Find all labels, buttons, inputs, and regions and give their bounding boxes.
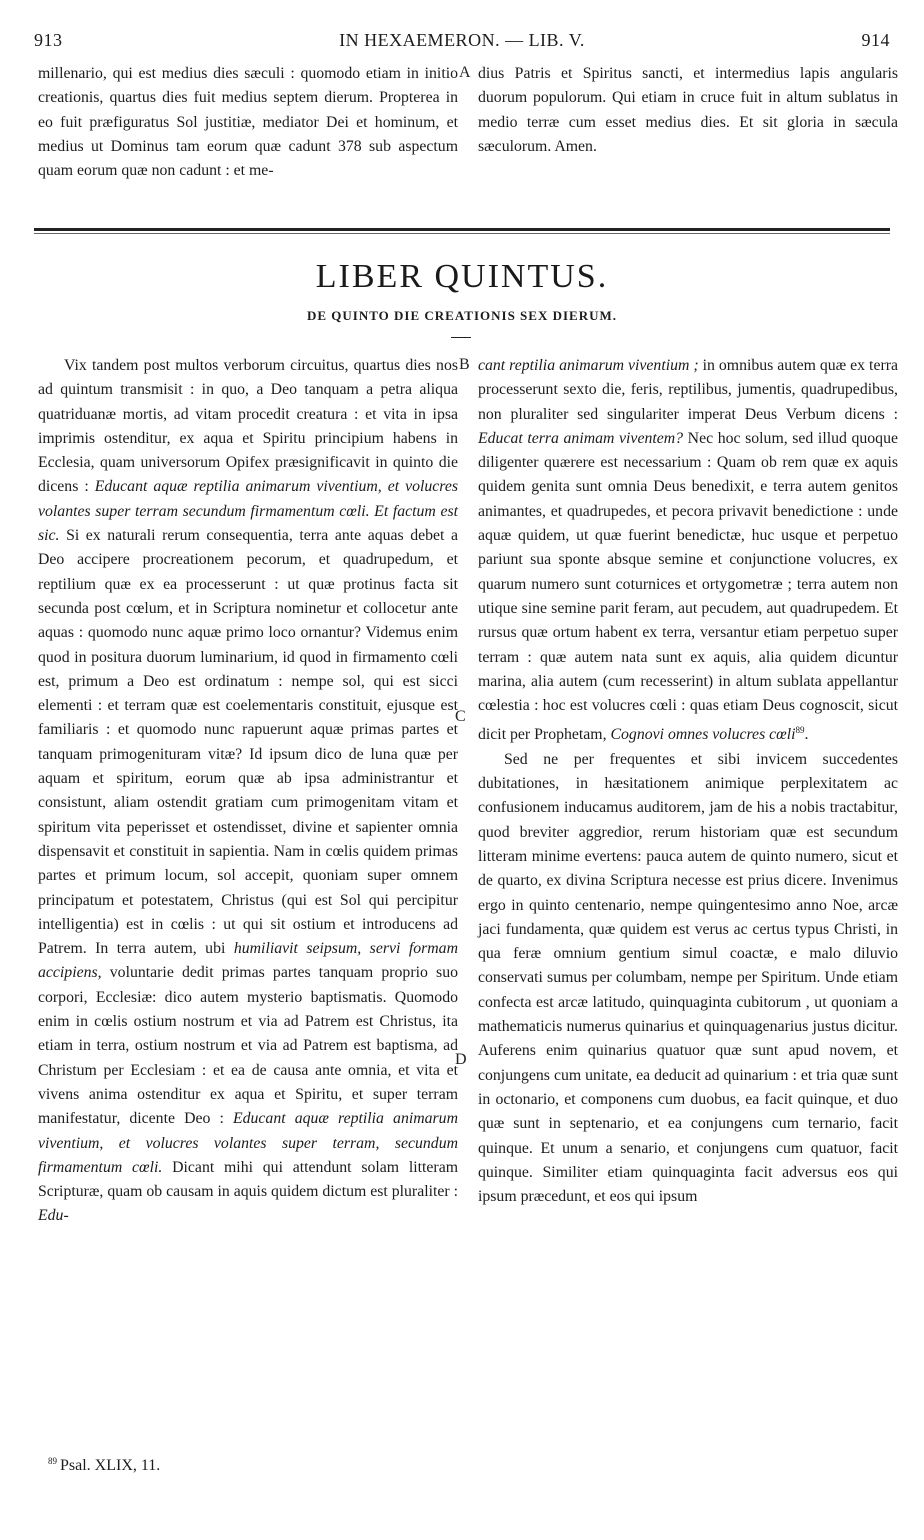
margin-marker-b: B (459, 356, 470, 373)
left-text-3: voluntarie dedit primas partes tanquam proprio suo corpori, Ecclesiæ: dico autem mysterio baptismatis. Quomodo enim in cœlis ostium nostrum et via ad Patrem est Christus, ita etiam in terra, ostium nostrum et via ad Patrem est baptisma, ad Christum per Ecclesiam : et ea de causa ante omnia, et vita et vivens anima ostenditur ex aqua et Spiritu, et super terram manifestatur, dicente Deo : (38, 964, 458, 1128)
footnote-number: 89 (48, 1456, 57, 1466)
running-title: IN HEXAEMERON. — LIB. V. (339, 30, 585, 50)
left-text-4: Dicant mihi qui attendunt solam litteram Scripturæ, quam ob causam in aquis quidem dictum est pluraliter : (38, 1158, 458, 1201)
page-number-left: 913 (34, 30, 63, 50)
top-right-column (478, 62, 898, 159)
margin-marker-a: A (459, 64, 471, 81)
top-left-column (38, 62, 458, 183)
right-scripture-3: Cognovi omnes volucres cœli (610, 726, 796, 744)
left-scripture-3: Educant aquæ reptilia animarum viventium, et volucres volantes super terram, secundum firmamentum cœli. (38, 1110, 458, 1176)
left-paragraph (38, 354, 458, 1229)
book-subtitle: DE QUINTO DIE CREATIONIS SEX DIERUM. (306, 308, 617, 323)
footnote-reference: 89 (795, 725, 805, 736)
main-left-column (38, 354, 458, 1229)
right-text-2: Nec hoc solum, sed illud quoque diligenter quærere est necessarium : Quam ob rem quæ ex aquis quidem genita sunt omnia Deus benedixit, e terra autem genitos animantes, et quadrupedes, et pecora privavit benedictione : unde aquæ quidem, ut quæ fuerint benedictæ, huc usque et perpetuo pariunt sua sponte absque semine et conjunctione volucres, ex quarum numero sunt coturnices et ortygometræ ; terra autem non utique sine semine parit feram, aut pecudem, aut quadrupedem. Et rursus quæ ortum habent ex terra, versantur etiam perpetuo super terram : quæ autem nata sunt ex aquis, alia quidem dicuntur marina, alia autem (cum recesserint) in altum sublata appellantur cœlestia : hoc est volucres cœli : quas etiam Deus cognoscit, sicut dicit per Prophetam, (478, 429, 898, 744)
left-scripture-1: Educant aquæ reptilia animarum viventium, et volucres volantes super terram secundum firmamentum cœli. Et factum est sic. (38, 478, 458, 545)
main-right-column (478, 354, 898, 1209)
right-paragraph-2: Sed ne per frequentes et sibi invicem succedentes dubitationes, in hæsitationem animique perplexitatem ac confusionem inducamus auditorem, jam de his a nobis tractabitur, quod breviter aggredior, rerum historiam quæ est secundum litteram minime evertens: pauca autem de quinto numero, sicut et de quarto, ex divina Scriptura necesse est prius dicere. Invenimus ergo in quinto centenario, nempe quingentesimo anno Noe, arcæ jaci fundamenta, quæ quidem est verus ac certus typus Christi, in qua feræ omnium gentium simul coactæ, e malo diluvio conservati sumus per columbam, nempe per Spiritum. Unde etiam confecta est arcæ latitudo, quinquaginta cubitorum , ut quoniam a mathematicis numerus quinarius et quinquagenarius justus dicitur. Auferens enim quinarius quatuor quæ sunt apud novem, et conjungens cum unitate, ea deducit ad quinarium : et tria quæ sunt in octonario, et componens cum duobus, ea facit quinque, et duo quæ sunt in septenario, et ea conjungens cum ternario, facit quinque. Et unum a senario, et conjungens cum quatuor, facit quinque. Similiter etiam quinquaginta facit adversus eos qui ipsum præcedunt, et eos qui ipsum (478, 750, 898, 1206)
right-paragraph-1 (478, 354, 898, 748)
margin-marker-c: C (455, 708, 466, 725)
right-text-3: . (804, 726, 809, 744)
margin-marker-d: D (455, 1051, 467, 1068)
footnote (48, 1456, 160, 1475)
running-head (34, 30, 890, 56)
left-text-2: Si ex naturali rerum consequentia, terra ante aquas debet a Deo accipere procreationem pecorum, et quadrupedum, et reptilium quæ ex ea processerunt : ut quæ protinus facta sit secunda post cœlum, et in Scriptura nominetur et collocetur ante aquas : quomodo nunc aquæ primo loco ornantur? Videmus enim quod in positura duorum luminarium, id quod in firmamento cœli est, primum a Deo est ordinatum : nempe sol, qui est sicci elementi : et terram quæ est coelementaris constituit, ejusque est familiaris : et quomodo nunc rapuerunt aquæ primas partes et tanquam primogenituram vitæ? Id ipsum dico de luna quæ per aquam et spiritum, eorum quæ ab ipsa administrantur et consistunt, aliam ostendit gratiam cum primogenitam vitam et spiritum vita peperisset et ostendisset, divine et sapienter omnia dispensavit et constituit in sapientia. Nam in cœlis quidem primas partes et primum locum, sol accepit, quoniam super omnem principatum et potestatem, Christus (qui est Sol qui percipitur intelligentia) est in cœlis : ut qui sit ostium et introducens ad Patrem. In terra autem, ubi (38, 527, 458, 958)
section-divider (34, 228, 890, 231)
title-rule (451, 337, 471, 338)
right-scripture-2: Educat terra animam viventem? (478, 429, 684, 447)
left-scripture-4: Edu- (38, 1207, 69, 1225)
book-title: LIBER QUINTUS. (315, 258, 609, 295)
top-left-text: millenario, qui est medius dies sæculi : quomodo etiam in initio creationis, quartus dies fuit medius septem dierum. Propterea in eo fuit præfiguratus Sol justitiæ, mediator Dei et hominum, et medius ut Dominus tam eorum quæ cadunt 378 sub aspectum quam eorum quæ non cadunt : et me- (38, 65, 458, 180)
right-text-1: in omnibus autem quæ ex terra processerunt sexto die, feris, reptilibus, jumentis, quadrupedibus, non pluraliter sed singulariter imperat Deus Verbum dicens : (478, 357, 898, 423)
top-right-text: dius Patris et Spiritus sancti, et intermedius lapis angularis duorum populorum. Qui etiam in cruce fuit in altum sublatus in medio terræ cum esset medius dies. Et sit gloria in sæcula sæculorum. Amen. (478, 65, 898, 155)
left-scripture-2: humiliavit seipsum, servi formam accipiens, (38, 940, 458, 982)
footnote-text: Psal. XLIX, 11. (60, 1457, 161, 1474)
page-number-right: 914 (861, 30, 890, 50)
left-text-1: Vix tandem post multos verborum circuitus, quartus dies nos ad quintum transmisit : in quo, a Deo tanquam a petra aliqua quatriduanæ mortis, ad vitam procedit creatura : et vita in ipsa imprimis ostenditur, ex aqua et Spiritu principium habens in Ecclesia, quam universorum Opifex præsignificavit in quinto die dicens : (38, 357, 458, 496)
right-scripture-1: cant reptilia animarum viventium ; (478, 357, 699, 374)
